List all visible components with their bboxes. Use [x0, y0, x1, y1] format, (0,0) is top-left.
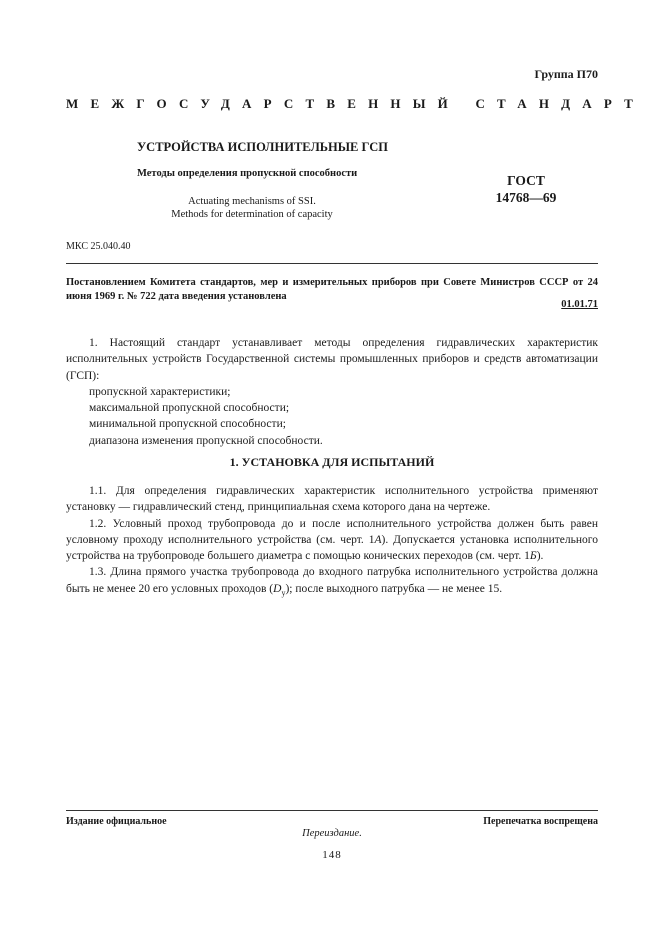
footer-divider — [66, 810, 598, 811]
paragraph-1-3: 1.3. Длина прямого участка трубопровода до входного патрубка исполнительного устройства должна быть не менее 20 его условных проходов $(D_у)$; после выходного патрубка — не менее 15. — [66, 566, 598, 598]
reissue-label: Переиздание. — [302, 828, 362, 839]
paragraph-1-1: 1.1. Для определения гидравлических характеристик исполнительного устройства применяют установку — гидравлический стенд, принципиальная схема которого дана на чертеже. — [66, 485, 598, 514]
document-subtitle: Методы определения пропускной способности — [137, 168, 358, 179]
standard-type-heading: МЕЖГОСУДАРСТВЕННЫЙ СТАНДАРТ — [66, 96, 646, 111]
group-code: Группа П70 — [534, 67, 598, 81]
page-number: 148 — [322, 849, 342, 861]
list-item: диапазона изменения пропускной способности. — [89, 434, 323, 447]
mks-code: МКС 25.040.40 — [66, 241, 131, 252]
intro-block — [66, 335, 598, 449]
list-item: пропускной характеристики; — [89, 385, 231, 398]
gost-label: ГОСТ — [507, 173, 545, 188]
list-item: минимальной пропускной способности; — [89, 418, 286, 431]
decree-text: Постановлением Комитета стандартов, мер и измерительных приборов при Совете Министров СССР от 24 июня 1969 г. № 722 дата введения установлена — [66, 277, 598, 302]
english-title-line2: Methods for determination of capacity — [171, 209, 333, 220]
effective-date: 01.01.71 — [561, 299, 598, 310]
list-item: максимальной пропускной способности; — [89, 402, 290, 415]
official-edition-label: Издание официальное — [66, 816, 167, 827]
gost-designation — [480, 172, 572, 206]
intro-paragraph: 1. Настоящий стандарт устанавливает методы определения гидравлических характеристик исполнительных устройств Государственной системы промышленных приборов и средств автоматизации (ГСП): — [66, 337, 598, 382]
gost-number: 14768—69 — [495, 190, 557, 205]
section-heading: 1. УСТАНОВКА ДЛЯ ИСПЫТАНИЙ — [229, 455, 435, 469]
english-title — [137, 195, 367, 221]
divider — [66, 263, 598, 264]
english-title-line1: Actuating mechanisms of SSI. — [188, 196, 316, 207]
document-title: УСТРОЙСТВА ИСПОЛНИТЕЛЬНЫЕ ГСП — [137, 140, 389, 154]
section1-body — [66, 483, 598, 601]
paragraph-1-2: 1.2. Условный проход трубопровода до и после исполнительного устройства должен быть равен условному проходу исполнительного устройства (см. черт. 1А). Допускается установка исполнительного устройства на трубопроводе большего диаметра с помощью конических переходов (см. черт. 1Б). — [66, 517, 598, 563]
reprint-prohibited-label: Перепечатка воспрещена — [483, 816, 598, 827]
